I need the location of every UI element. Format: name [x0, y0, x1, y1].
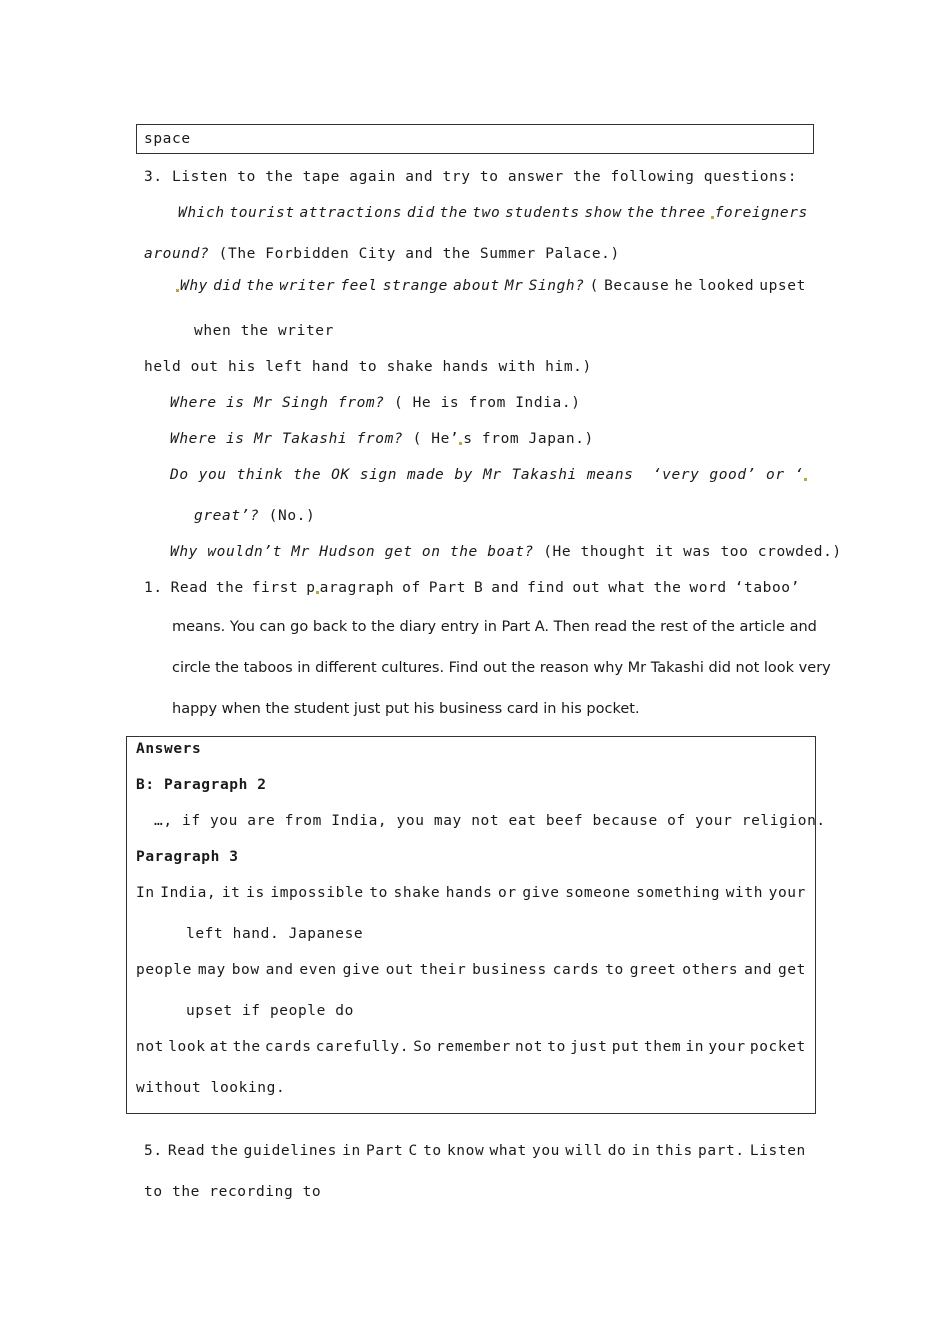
q4-line2: means. You can go back to the diary entry in Part A. Then read the rest of the article and [172, 619, 817, 635]
q3-item3-question: Where is Mr Singh from? [170, 395, 385, 411]
q3-item5-line1: Do you think the OK sign made by Mr Takashi means ‘very good’ or ‘ [170, 467, 808, 483]
q3-item2-line1: Why did the writer feel strange about Mr Singh? ( Because he looked upset [176, 278, 806, 294]
answers-p3-line1: In India, it is impossible to shake hands or give someone something with your [136, 885, 806, 901]
answers-box [126, 736, 826, 1114]
answers-p3-line4: upset if people do [186, 1003, 354, 1019]
q3-item6-question: Why wouldn’t Mr Hudson get on the boat? [170, 544, 534, 560]
answers-section-b: B: Paragraph 2 [136, 777, 267, 793]
q3-item6 [170, 544, 842, 560]
answers-p3-line2: left hand. Japanese [186, 926, 364, 942]
q3-item1-question-line1: Which tourist attractions did the two students show the three foreigners [178, 205, 808, 221]
answers-p3-line5: not look at the cards carefully. So remember not to just put them in your pocket [136, 1039, 806, 1055]
answers-p3-line3: people may bow and even give out their business cards to greet others and get [136, 962, 806, 978]
q3-item1-line2: around? (The Forbidden City and the Summer Palace.) [144, 246, 620, 262]
q3-item4-question: Where is Mr Takashi from? [170, 431, 404, 447]
top-answer-box [136, 124, 814, 154]
q3-item2-line3: held out his left hand to shake hands with him.) [144, 359, 592, 375]
answers-p3-line6: without looking. [136, 1080, 286, 1096]
q3-item5-answer: (No.) [268, 508, 316, 524]
answers-paragraph3-title: Paragraph 3 [136, 849, 239, 865]
top-box-text: space [144, 131, 191, 147]
q3-item3 [170, 395, 581, 411]
q4-line3: circle the taboos in different cultures. Find out the reason why Mr Takashi did not look very [172, 660, 831, 676]
q3-item3-answer: ( He is from India.) [393, 395, 581, 411]
q5-line2: to the recording to [144, 1184, 322, 1200]
q4-line1: 1. Read the first p aragraph of Part B and find out what the word ‘taboo’ [144, 580, 800, 596]
q3-item4 [170, 431, 594, 447]
q3-item6-answer: (He thought it was too crowded.) [543, 544, 842, 560]
q3-item1-answer: (The Forbidden City and the Summer Palace.) [218, 246, 620, 262]
q5-line1: 5. Read the guidelines in Part C to know what you will do in this part. Listen [144, 1143, 806, 1159]
answers-paragraph2-text: …, if you are from India, you may not eat beef because of your religion. [154, 813, 826, 829]
answers-title: Answers [136, 741, 202, 757]
q4-line4: happy when the student just put his business card in his pocket. [172, 701, 640, 717]
q3-item5-line2: great’? (No.) [194, 508, 316, 524]
q3-heading: 3. Listen to the tape again and try to answer the following questions: [144, 169, 798, 185]
q3-item2-line2: when the writer [194, 323, 334, 339]
q3-item4-answer: ( He’ s from Japan.) [412, 431, 594, 447]
